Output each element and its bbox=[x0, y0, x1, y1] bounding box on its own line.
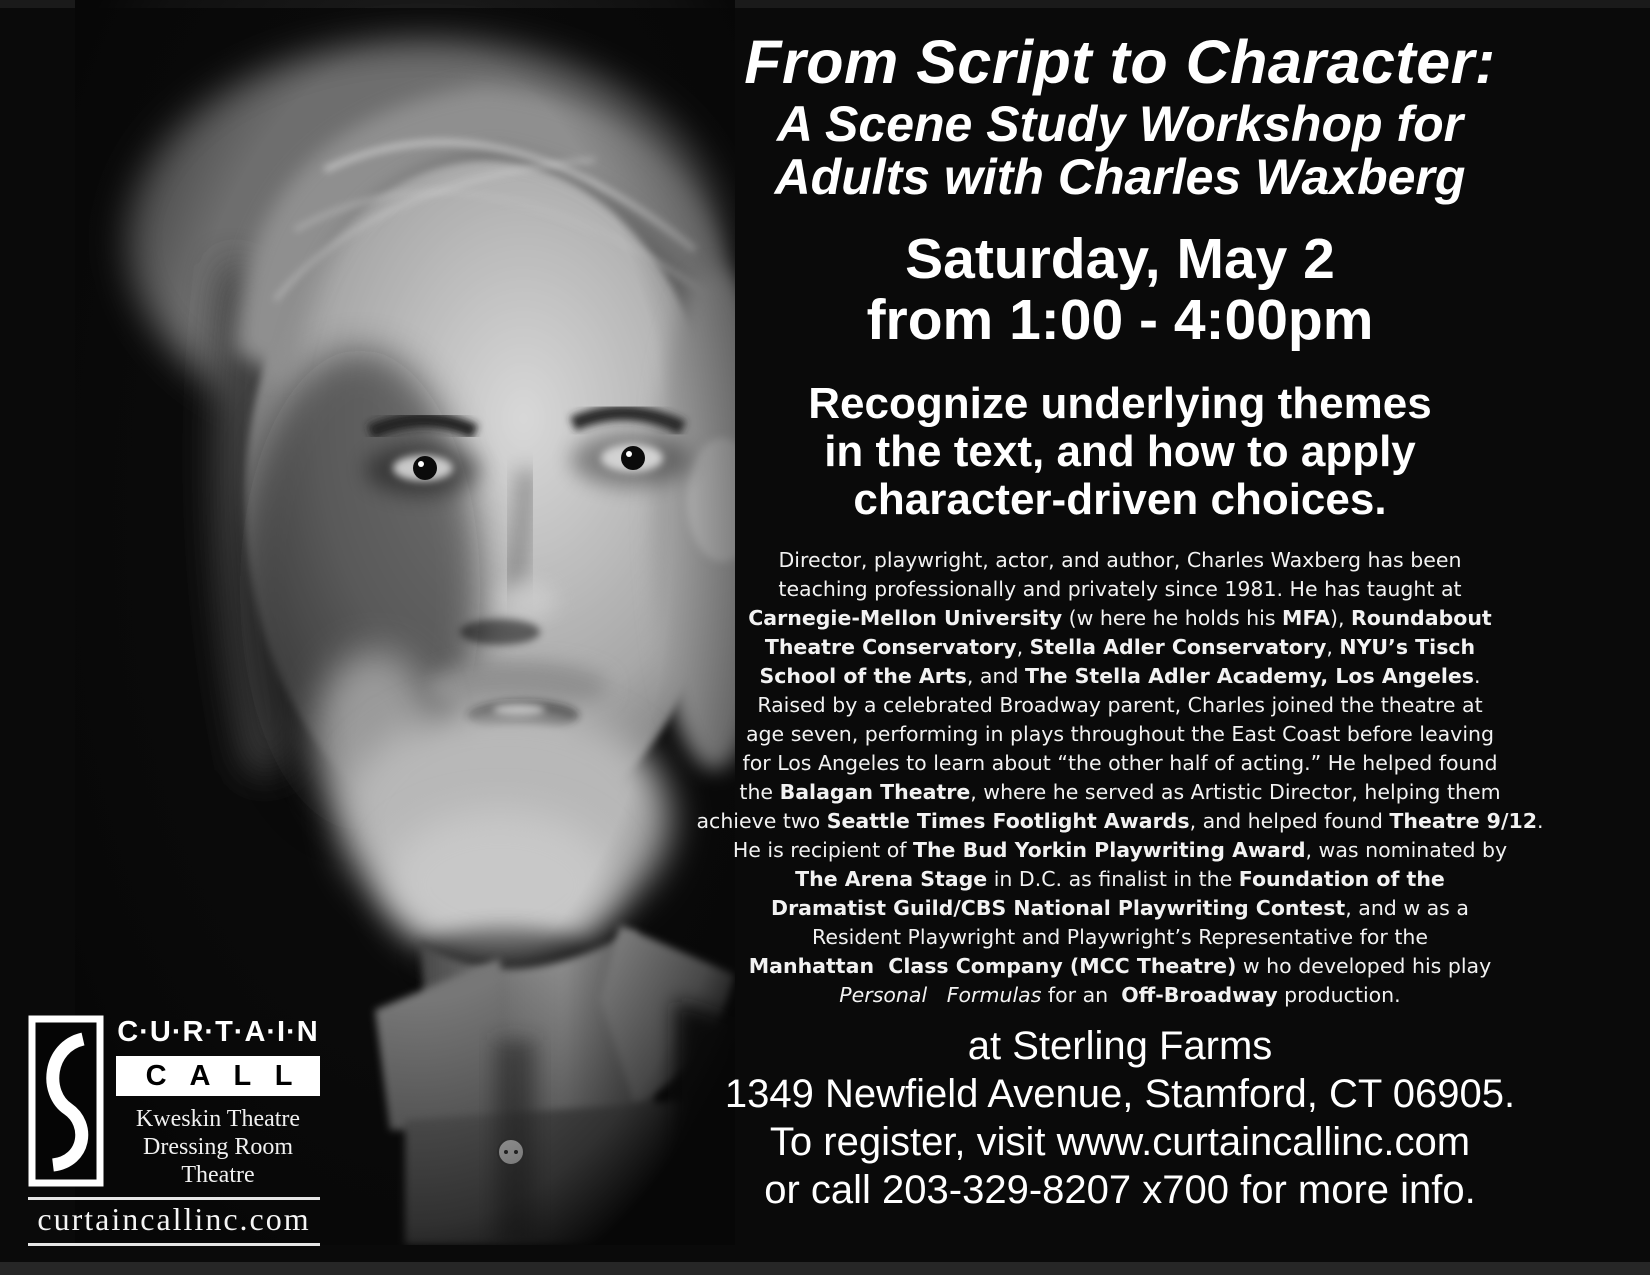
bio-line: teaching professionally and privately since 1981. He has taught at bbox=[778, 576, 1462, 601]
curtain-call-emblem-icon bbox=[28, 1015, 104, 1187]
poster-subtitle bbox=[645, 95, 1595, 206]
poster-title: From Script to Character: bbox=[744, 28, 1496, 96]
bio-line: Raised by a celebrated Broadway parent, Charles joined the theatre at bbox=[757, 692, 1483, 717]
logo-curtain-text: C·U·R·T·A·I·N bbox=[117, 1016, 319, 1048]
venue-address: 1349 Newfield Avenue, Stamford, CT 06905. bbox=[724, 1071, 1516, 1116]
workshop-description bbox=[645, 380, 1595, 524]
bio-line: He is recipient of The Bud Yorkin Playwriting Award, was nominated by bbox=[732, 837, 1508, 862]
subtitle-line-1: A Scene Study Workshop for bbox=[776, 95, 1464, 152]
bio-line: The Arena Stage in D.C. as finalist in the Foundation of the bbox=[795, 866, 1445, 891]
bio-line: Manhattan Class Company (MCC Theatre) w ho developed his play bbox=[748, 953, 1492, 978]
logo-call-bar: C A L L bbox=[116, 1056, 320, 1096]
logo-dressing-room-theatre: Dressing Room Theatre bbox=[143, 1134, 293, 1188]
bio-line: Theatre Conservatory, Stella Adler Conservatory, NYU’s Tisch bbox=[764, 634, 1476, 659]
bio-line: School of the Arts, and The Stella Adler Academy, Los Angeles. bbox=[759, 663, 1481, 688]
phone-info: or call 203-329-8207 x700 for more info. bbox=[764, 1167, 1476, 1212]
logo-kweskin-theatre: Kweskin Theatre bbox=[135, 1106, 301, 1132]
tagline-line-3: character-driven choices. bbox=[853, 474, 1387, 524]
logo-website: curtaincallinc.com bbox=[28, 1197, 320, 1246]
venue-name: at Sterling Farms bbox=[967, 1023, 1273, 1068]
curtain-call-logo bbox=[28, 1010, 320, 1246]
event-datetime bbox=[645, 226, 1595, 353]
subtitle-line-2: Adults with Charles Waxberg bbox=[774, 149, 1466, 206]
register-info: To register, visit www.curtaincallinc.com bbox=[769, 1119, 1471, 1164]
bio-line: the Balagan Theatre, where he served as Artistic Director, helping them bbox=[739, 779, 1501, 804]
poster-bottom-edge bbox=[0, 1262, 1650, 1275]
bio-line: Director, playwright, actor, and author, Charles Waxberg has been bbox=[778, 547, 1462, 572]
tagline-line-1: Recognize underlying themes bbox=[808, 378, 1432, 428]
bio-line: Dramatist Guild/CBS National Playwriting Contest, and w as a bbox=[771, 895, 1469, 920]
bio-line: age seven, performing in plays throughout the East Coast before leaving bbox=[745, 721, 1495, 746]
tagline-line-2: in the text, and how to apply bbox=[824, 426, 1416, 476]
event-time: from 1:00 - 4:00pm bbox=[866, 288, 1374, 353]
bio-line: achieve two Seattle Times Footlight Awards, and helped found Theatre 9/12. bbox=[696, 808, 1544, 833]
bio-line: Personal Formulas for an Off-Broadway production. bbox=[839, 982, 1401, 1007]
poster-content bbox=[645, 0, 1595, 1214]
venue-contact bbox=[645, 1022, 1595, 1214]
bio-line: for Los Angeles to learn about “the other half of acting.” He helped found bbox=[742, 750, 1498, 775]
bio-line: Carnegie-Mellon University (w here he holds his MFA), Roundabout bbox=[748, 605, 1492, 630]
bio-paragraph bbox=[645, 546, 1595, 1010]
bio-line: Resident Playwright and Playwright’s Representative for the bbox=[812, 924, 1428, 949]
event-date: Saturday, May 2 bbox=[905, 226, 1335, 291]
